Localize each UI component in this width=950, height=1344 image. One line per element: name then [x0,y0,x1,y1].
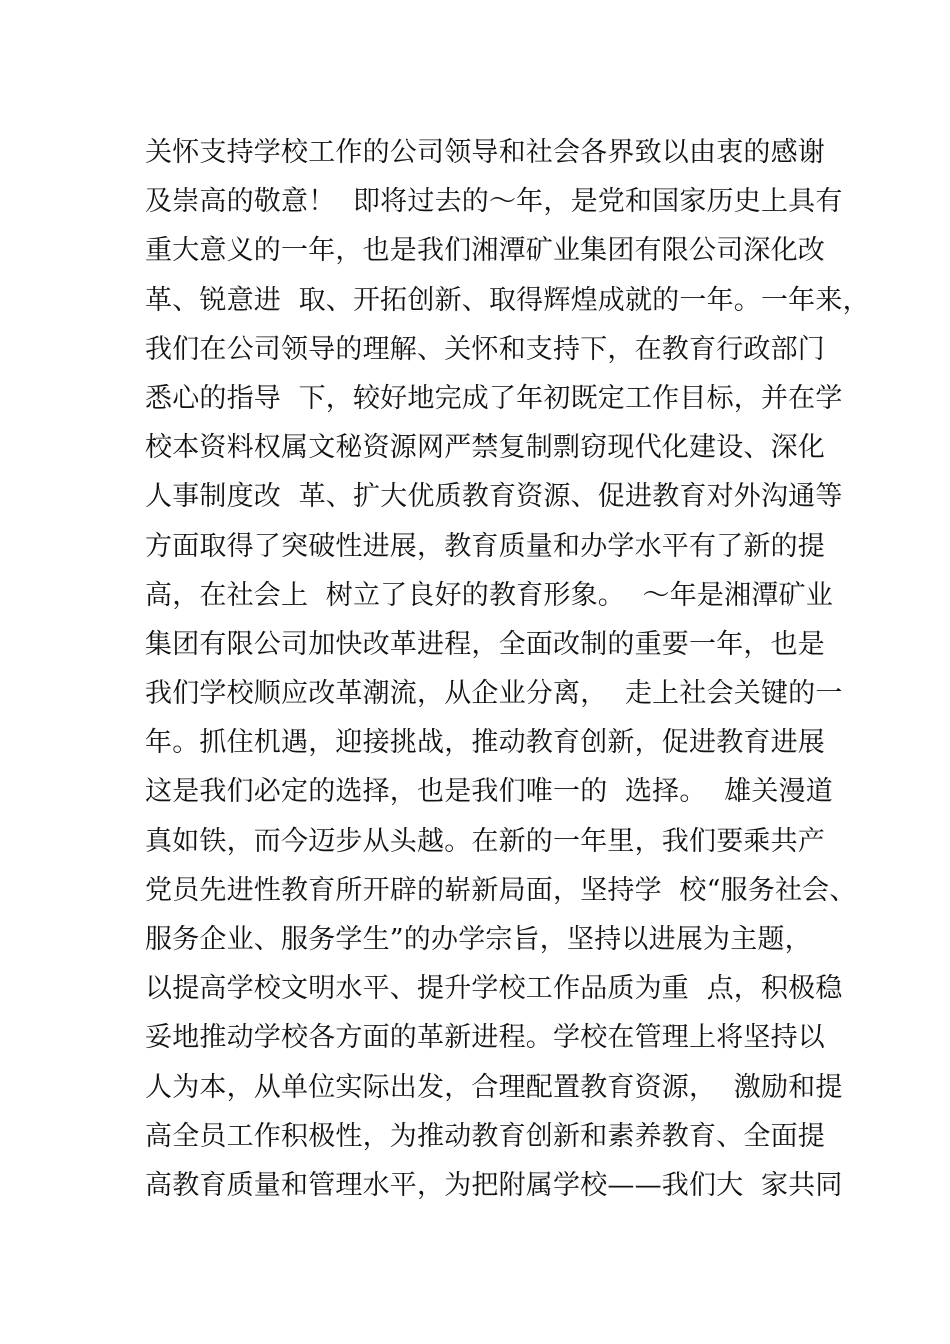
body-text [145,128,870,1210]
text-line: 党员先进性教育所开辟的崭新局面，坚持学 校“服务社会、 [145,874,857,906]
text-line: 高教育质量和管理水平，为把附属学校——我们大 家共同 [145,1169,843,1201]
text-line: 妥地推动学校各方面的革新进程。学校在管理上将坚持以 [145,1022,825,1054]
text-line: 这是我们必定的选择，也是我们唯一的 选择。 雄关漫道 [145,776,833,808]
text-line: 人为本，从单位实际出发，合理配置教育资源， 激励和提 [145,1071,843,1103]
text-line: 年。抓住机遇，迎接挑战，推动教育创新，促进教育进展 [145,727,825,759]
text-line: 高，在社会上 树立了良好的教育形象。 ～年是湘潭矿业 [145,579,833,611]
text-line: 高全员工作积极性，为推动教育创新和素养教育、全面提 [145,1120,825,1152]
text-line: 以提高学校文明水平、提升学校工作品质为重 点，积极稳 [145,973,843,1005]
text-line: 校本资料权属文秘资源网严禁复制剽窃现代化建设、深化 [145,432,825,464]
text-line: 我们学校顺应改革潮流，从企业分离， 走上社会关键的一 [145,678,843,710]
text-line: 真如铁，而今迈步从头越。在新的一年里，我们要乘共产 [145,825,825,857]
text-line: 重大意义的一年，也是我们湘潭矿业集团有限公司深化改 [145,235,825,267]
text-line: 人事制度改 革、扩大优质教育资源、促进教育对外沟通等 [145,481,843,513]
text-line: 悉心的指导 下，较好地完成了年初既定工作目标，并在学 [145,382,843,414]
text-line: 集团有限公司加快改革进程，全面改制的重要一年，也是 [145,628,825,660]
text-line: 我们在公司领导的理解、关怀和支持下，在教育行政部门 [145,333,825,365]
text-line: 革、锐意进 取、开拓创新、取得辉煌成就的一年。一年来， [145,284,870,316]
text-line: 服务企业、服务学生”的办学宗旨，坚持以进展为主题， [145,924,812,955]
text-line: 方面取得了突破性进展，教育质量和办学水平有了新的提 [145,530,825,562]
text-line: 关怀支持学校工作的公司领导和社会各界致以由衷的感谢 [145,137,825,168]
text-line: 及崇高的敬意！ 即将过去的～年，是党和国家历史上具有 [145,186,843,218]
